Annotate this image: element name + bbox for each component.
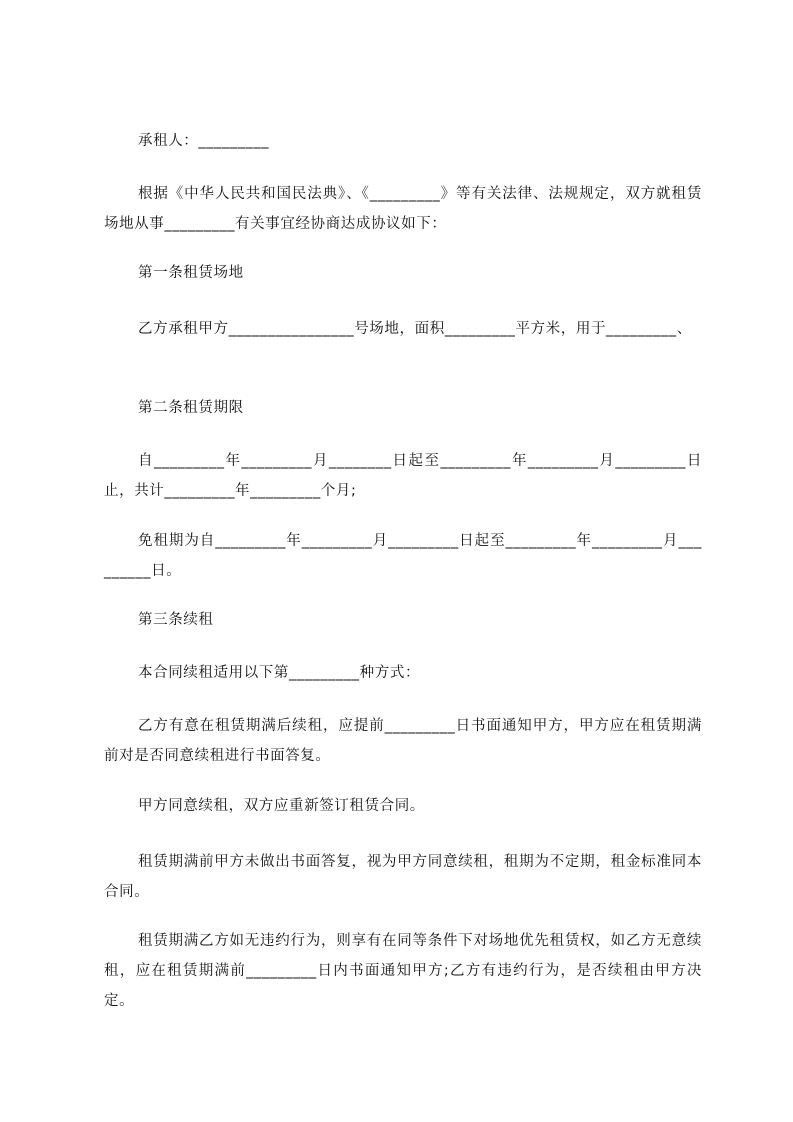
renewal-agree-line: 甲方同意续租，双方应重新签订租赁合同。 xyxy=(138,798,425,814)
lessee-line: 承租人：_________ xyxy=(138,133,270,149)
lease-term-paragraph: 自_________年_________月________日起至_________年_________月_________日止，共计_________年_________个月; xyxy=(104,453,702,499)
preamble-paragraph: 根据《中华人民共和国民法典》、《_________》等有关法律、法规规定，双方就租赁场地从事_________有关事宜经协商达成协议如下： xyxy=(104,186,702,232)
article-1-body: 乙方承租甲方________________号场地，面积_________平方米，用于_________、 xyxy=(138,321,692,337)
no-reply-paragraph: 租赁期满前甲方未做出书面答复，视为甲方同意续租，租期为不定期，租金标准同本合同。 xyxy=(104,854,702,900)
rent-free-period-paragraph: 免租期为自_________年_________月_________日起至_________年_________月_________日。 xyxy=(104,533,702,579)
renewal-method-line: 本合同续租适用以下第_________种方式： xyxy=(138,665,421,681)
priority-lease-paragraph: 租赁期满乙方如无违约行为，则享有在同等条件下对场地优先租赁权，如乙方无意续租，应在租赁期满前_________日内书面通知甲方;乙方有违约行为，是否续租由甲方决定。 xyxy=(104,933,702,1009)
renewal-notice-paragraph: 乙方有意在租赁期满后续租，应提前_________日书面通知甲方，甲方应在租赁期满前对是否同意续租进行书面答复。 xyxy=(104,718,702,764)
article-1-heading: 第一条租赁场地 xyxy=(138,265,244,281)
article-3-heading: 第三条续租 xyxy=(138,612,214,628)
article-2-heading: 第二条租赁期限 xyxy=(138,400,244,416)
